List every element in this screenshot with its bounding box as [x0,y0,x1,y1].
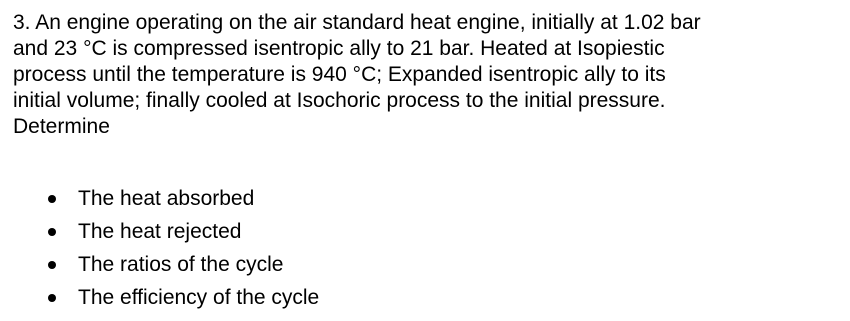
list-item [0,215,319,248]
question-line: 3. An engine operating on the air standard heat engine, initially at 1.02 bar [13,11,701,34]
bullet-icon [48,195,56,203]
bullet-icon [48,294,56,302]
question-line: and 23 °C is compressed isentropic ally to 21 bar. Heated at Isopiestic [13,37,665,60]
list-item-text: The heat absorbed [78,187,255,210]
question-line: Determine [13,115,110,138]
bullet-icon [48,261,56,269]
question-text [13,10,843,140]
list-item [0,182,319,215]
list-item-text: The heat rejected [78,220,242,243]
list-item-text: The ratios of the cycle [78,253,284,276]
list-item-text: The efficiency of the cycle [78,286,320,309]
list-item [0,281,319,314]
question-line: process until the temperature is 940 °C; Expanded isentropic ally to its [13,63,666,86]
bullet-icon [48,228,56,236]
list-item [0,248,319,281]
determine-list [0,182,319,314]
question-line: initial volume; finally cooled at Isochoric process to the initial pressure. [13,89,666,112]
